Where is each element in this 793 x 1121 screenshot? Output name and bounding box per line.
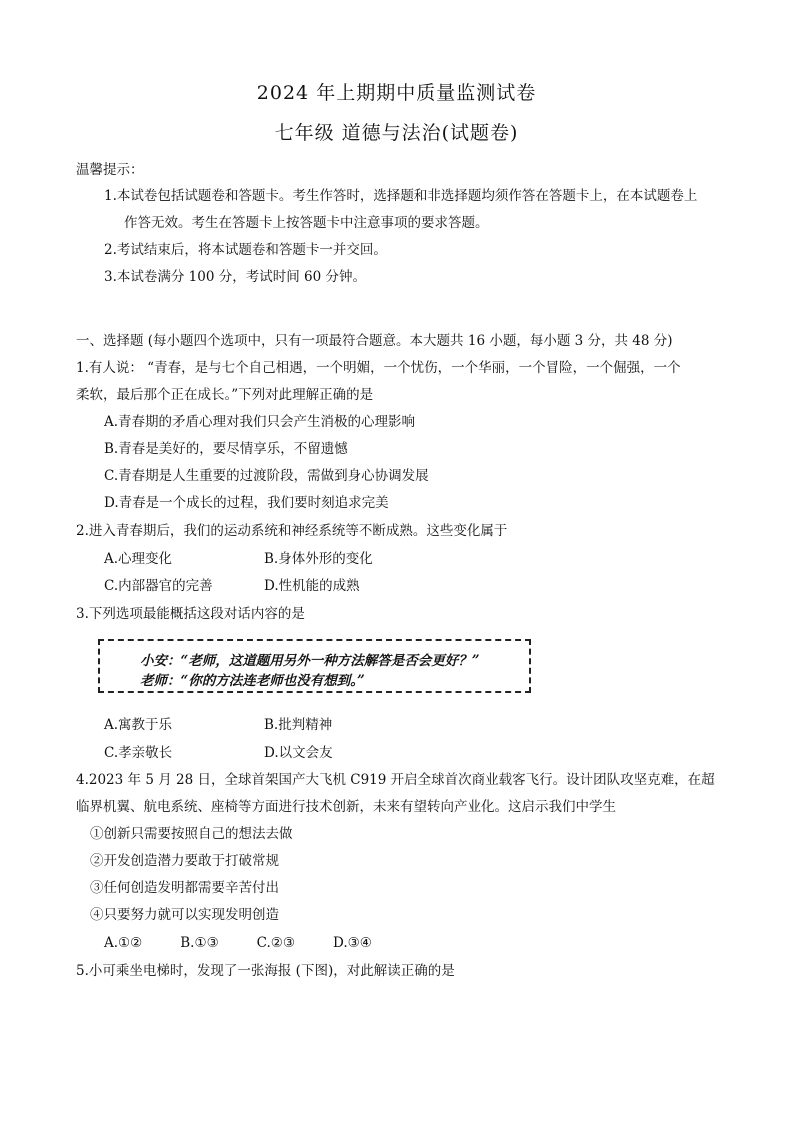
exam-title: 2024 年上期期中质量监测试卷 [256, 82, 537, 104]
question-1-stem: 1.有人说： “青春，是与七个自己相遇，一个明媚，一个忧伤，一个华丽，一个冒险，一个倔强，一个 [76, 360, 681, 376]
tip-item: 2.考试结束后，将本试题卷和答题卡一并交回。 [104, 242, 387, 258]
question-2-option-b: B.身体外形的变化 [264, 551, 373, 567]
question-4-statement-3: ③任何创造发明都需要辛苦付出 [90, 880, 279, 896]
question-2-option-c: C.内部器官的完善 [104, 578, 213, 594]
question-3-option-d: D.以文会友 [264, 745, 333, 761]
dialog-line-teacher: 老师：“你的方法连老师也没有想到。” [140, 673, 365, 689]
question-1-option-b: B.青春是美好的，要尽情享乐，不留遗憾 [104, 441, 348, 457]
question-4-option-c: C.②③ [256, 935, 296, 951]
question-3-option-c: C.孝亲敬长 [104, 745, 173, 761]
question-4-statement-2: ②开发创造潜力要敢于打破常规 [90, 853, 279, 869]
dialog-line-student: 小安：“老师，这道题用另外一种方法解答是否会更好？” [140, 653, 480, 669]
question-1-option-a: A.青春期的矛盾心理对我们只会产生消极的心理影响 [104, 414, 416, 430]
question-3-option-b: B.批判精神 [264, 717, 333, 733]
question-4-statement-1: ①创新只需要按照自己的想法去做 [90, 826, 293, 842]
question-3-stem: 3.下列选项最能概括这段对话内容的是 [76, 606, 305, 622]
section-heading: 一、选择题 (每小题四个选项中，只有一项最符合题意。本大题共 16 小题，每小题 3 分，共 48 分) [76, 333, 673, 349]
question-4-option-a: A.①② [104, 935, 143, 951]
exam-subtitle: 七年级 道德与法治(试题卷) [274, 122, 519, 144]
question-2-stem: 2.进入青春期后，我们的运动系统和神经系统等不断成熟。这些变化属于 [76, 523, 508, 539]
question-2-option-d: D.性机能的成熟 [264, 578, 360, 594]
question-4-statement-4: ④只要努力就可以实现发明创造 [90, 907, 279, 923]
question-4-stem: 4.2023 年 5 月 28 日，全球首架国产大飞机 C919 开启全球首次商业载客飞行。设计团队攻坚克难，在超 [76, 772, 715, 788]
tip-item: 1.本试卷包括试题卷和答题卡。考生作答时，选择题和非选择题均须作答在答题卡上，在本试题卷上 [104, 188, 698, 204]
question-2-option-a: A.心理变化 [104, 551, 173, 567]
tip-item-continued: 作答无效。考生在答题卡上按答题卡中注意事项的要求答题。 [124, 215, 489, 231]
tips-heading: 温馨提示： [76, 162, 144, 178]
question-4-option-b: B.①③ [180, 935, 219, 951]
question-4-option-d: D.③④ [333, 935, 372, 951]
question-5-stem: 5.小可乘坐电梯时，发现了一张海报 (下图)，对此解读正确的是 [76, 963, 455, 979]
question-1-stem-continued: 柔软，最后那个正在成长。”下列对此理解正确的是 [76, 387, 374, 403]
question-4-options [104, 933, 410, 953]
question-1-option-c: C.青春期是人生重要的过渡阶段，需做到身心协调发展 [104, 468, 429, 484]
question-3-option-a: A.寓教于乐 [104, 717, 173, 733]
tip-item: 3.本试卷满分 100 分，考试时间 60 分钟。 [104, 269, 366, 285]
question-4-stem-continued: 临界机翼、航电系统、座椅等方面进行技术创新，未来有望转向产业化。这启示我们中学生 [76, 799, 616, 815]
dialog-box [98, 639, 531, 693]
question-1-option-d: D.青春是一个成长的过程，我们要时刻追求完美 [104, 495, 389, 511]
